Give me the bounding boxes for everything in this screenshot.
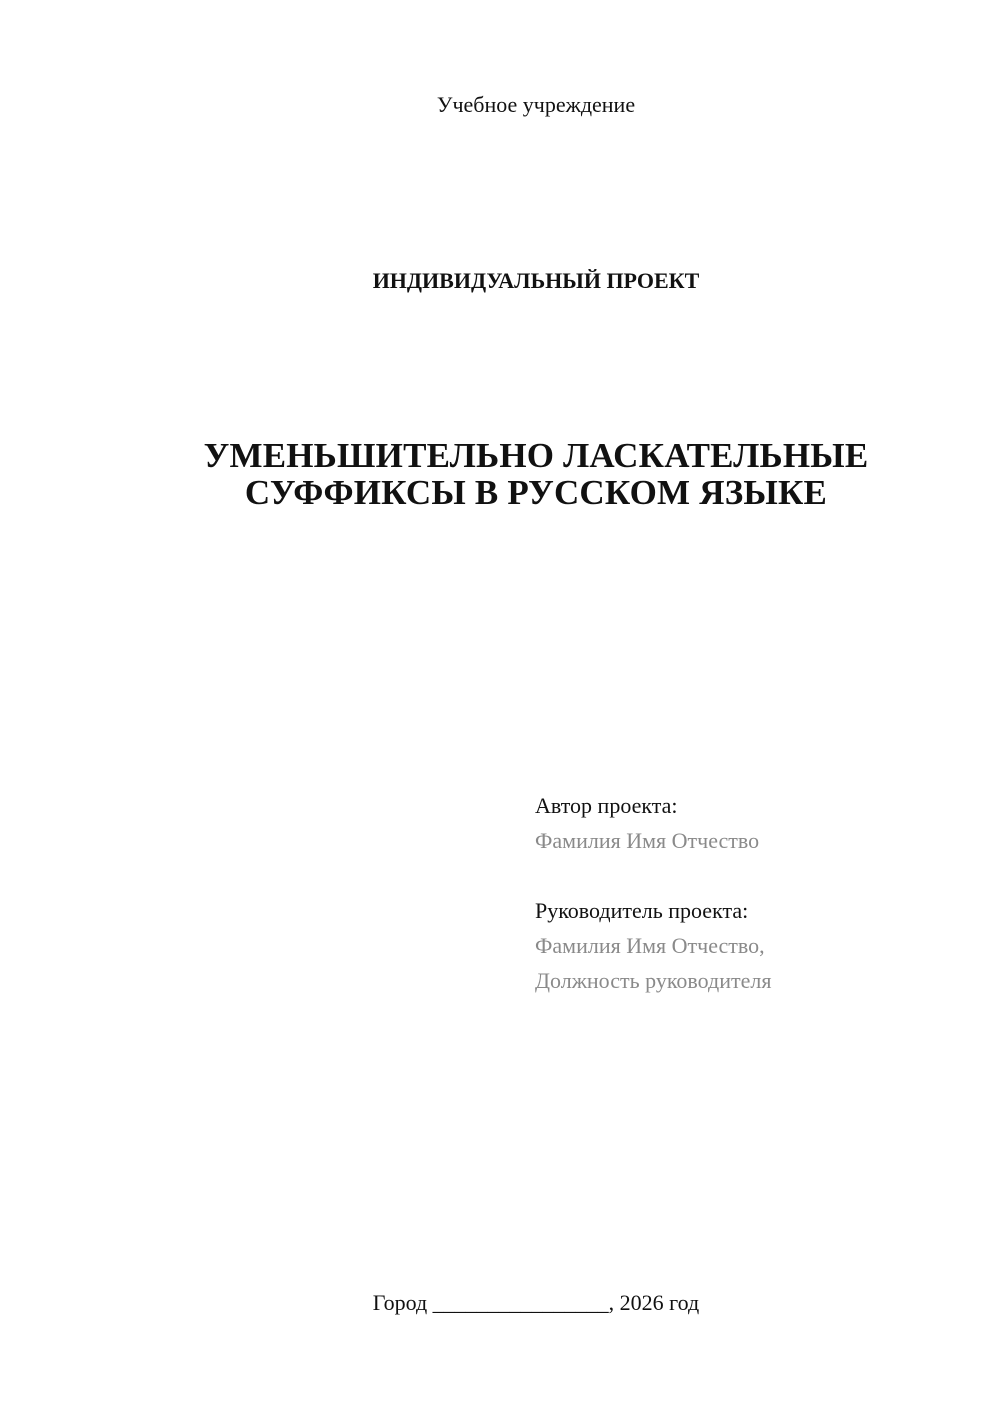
project-title-line-1: УМЕНЬШИТЕЛЬНО ЛАСКАТЕЛЬНЫЕ	[203, 436, 869, 475]
author-name: Фамилия Имя Отчество	[535, 828, 760, 853]
supervisor-label: Руководитель проекта:	[535, 898, 749, 923]
author-label: Автор проекта:	[535, 793, 678, 818]
project-info-block	[535, 788, 771, 998]
institution-name: Учебное учреждение	[436, 92, 636, 117]
project-type-heading: ИНДИВИДУАЛЬНЫЙ ПРОЕКТ	[372, 268, 700, 293]
supervisor-name: Фамилия Имя Отчество,	[535, 933, 765, 958]
city-year-line: Город ________________, 2026 год	[372, 1290, 700, 1315]
supervisor-position: Должность руководителя	[535, 968, 772, 993]
spacer	[535, 858, 771, 893]
project-title	[0, 437, 1000, 511]
project-title-line-2: СУФФИКСЫ В РУССКОМ ЯЗЫКЕ	[244, 473, 828, 512]
